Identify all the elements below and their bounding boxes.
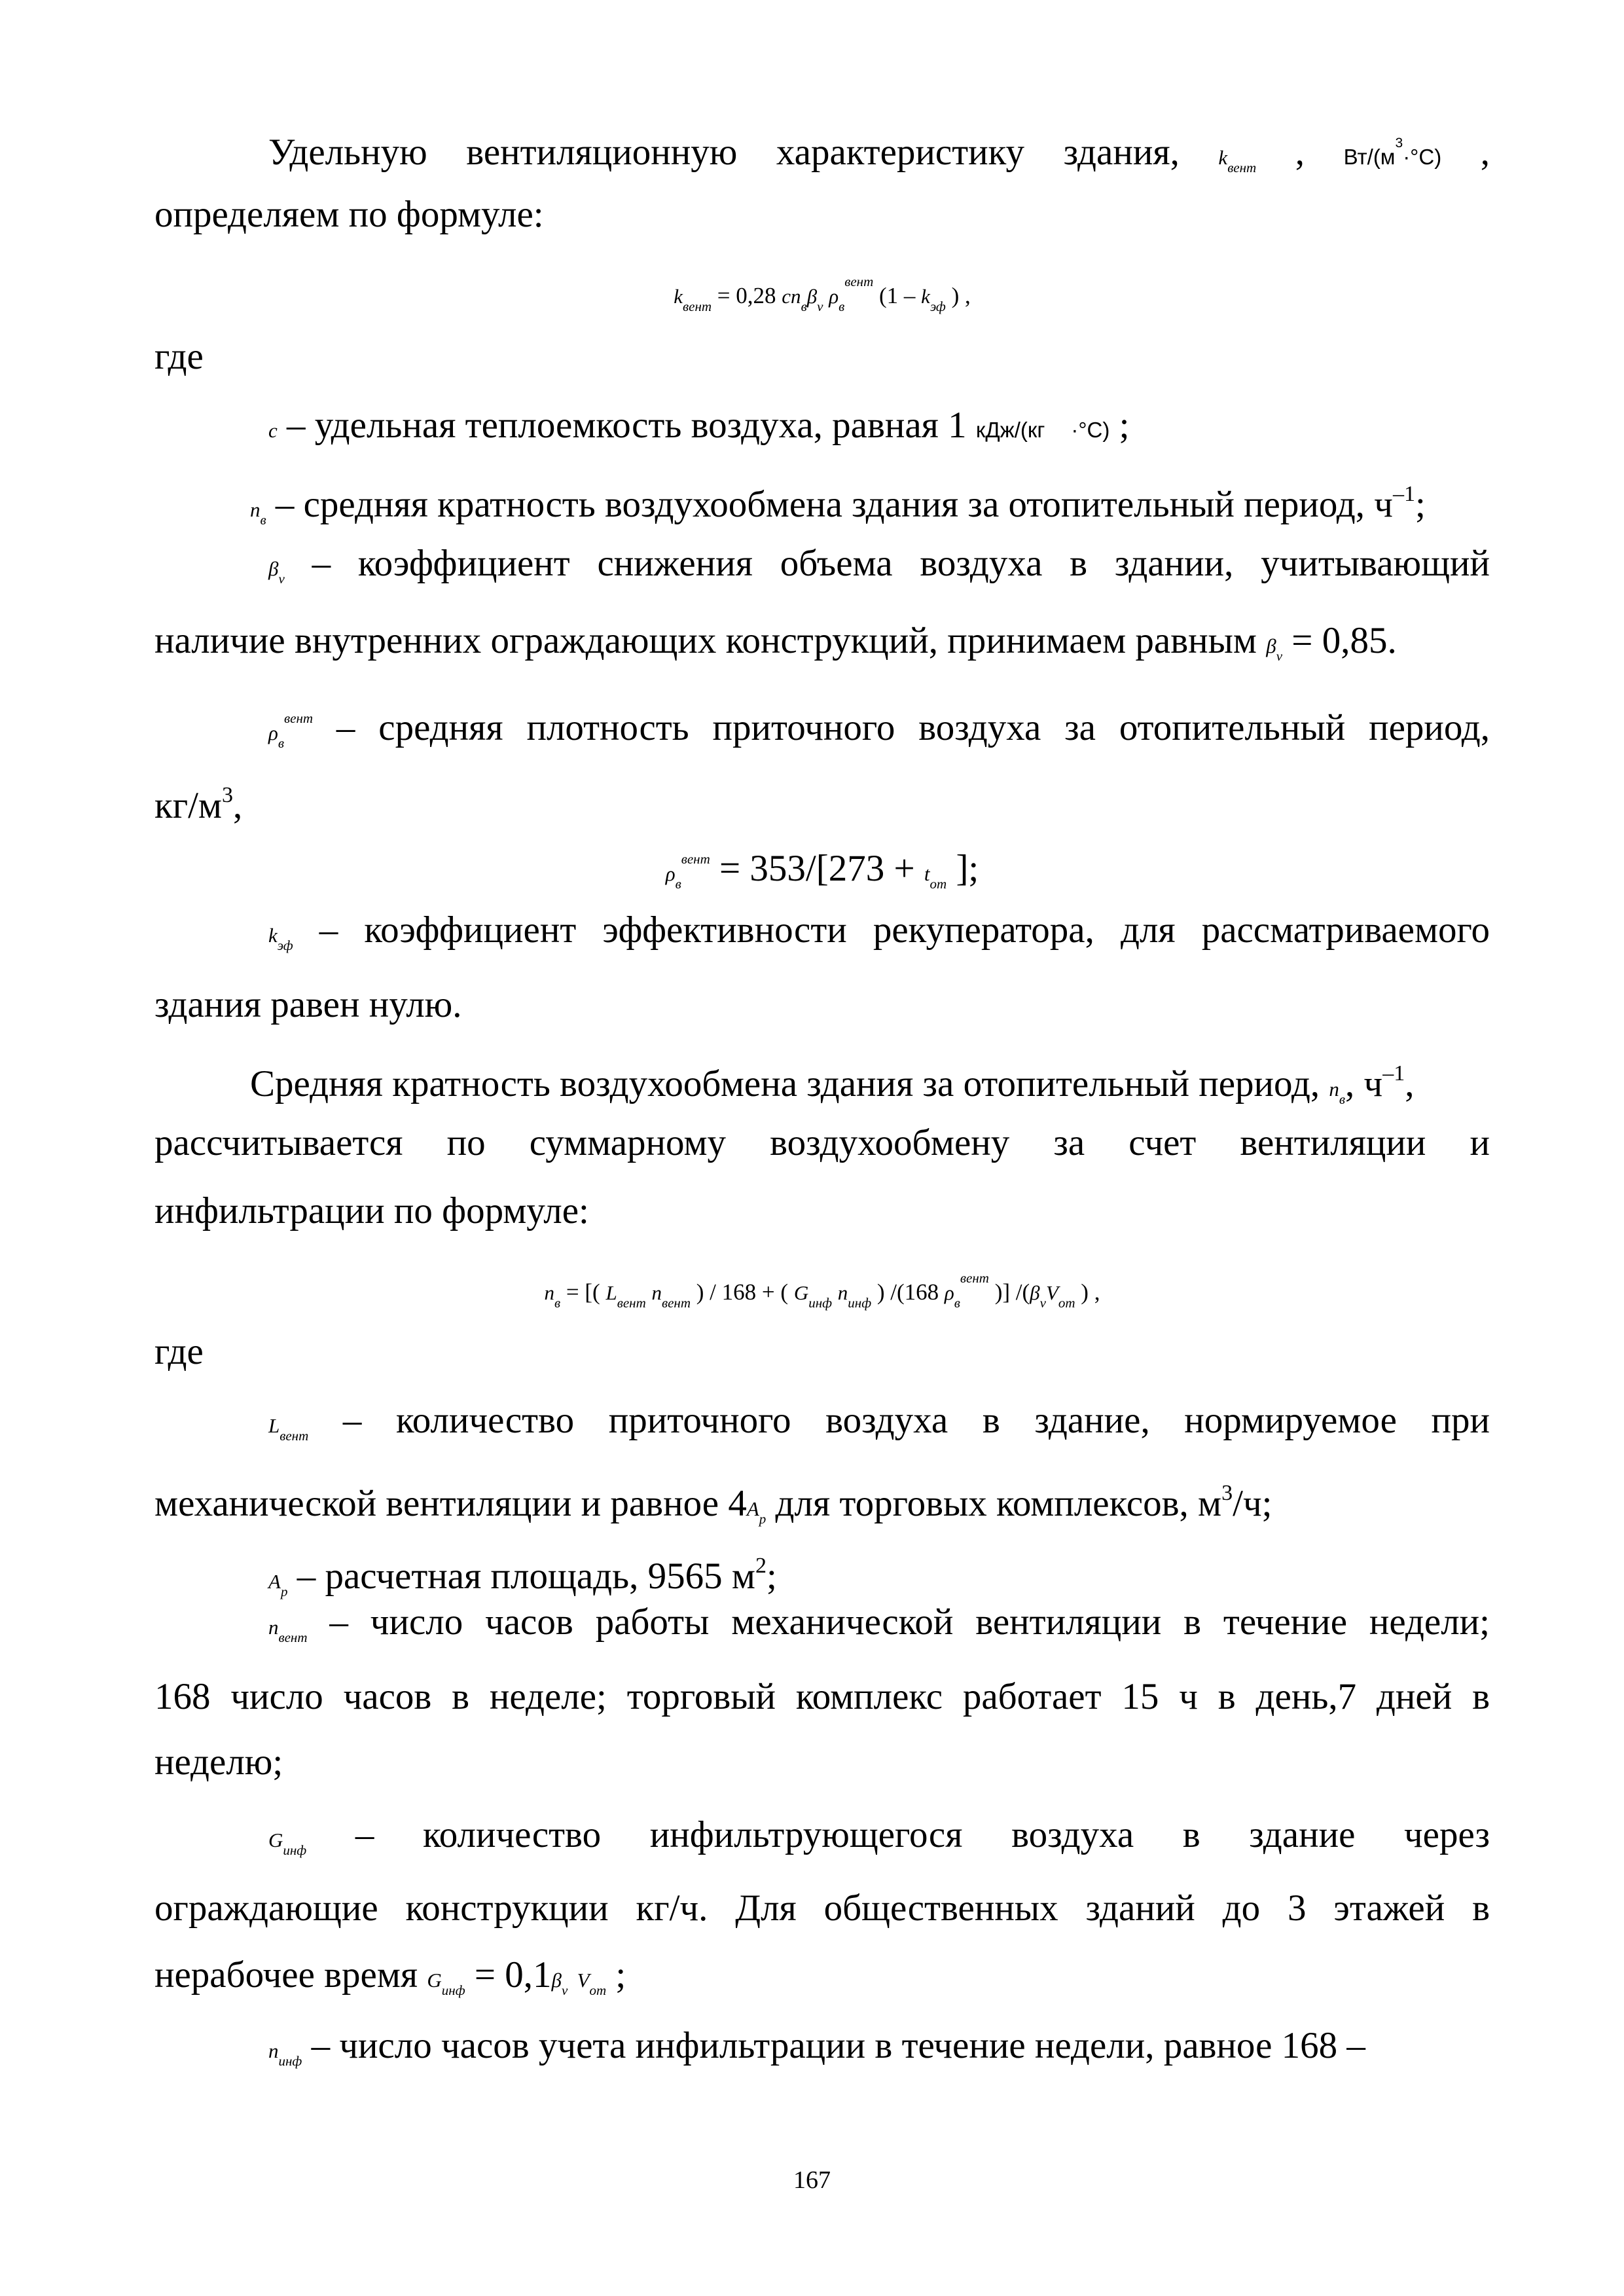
paragraph-line-2: определяем по формуле: (154, 194, 544, 235)
definition-L-vent: $L_{вент}$ – количество приточного воздуха в здание, нормируемое при (268, 1400, 1490, 1444)
paragraph-line-where-1: где (154, 336, 204, 377)
paragraph-line-10: $кг/м^3$, (154, 783, 243, 826)
definition-beta-v: $\beta_v$ – коэффициент снижения объема воздуха в здании, учитывающий (268, 543, 1490, 587)
paragraph-line-20: механической вентиляции и равное $4A_р$ для торговых комплексов, $м^3/ч$; (154, 1481, 1272, 1527)
paragraph-line-14: Средняя кратность воздухообмена здания за отопительный период, $n_в$, $ч^{-1}$, (250, 1061, 1415, 1107)
paragraph-line-27: нерабочее время $G_{инф} = 0,1\beta_v$ $V_{от}$ ; (154, 1954, 626, 1998)
definition-G-inf: $G_{инф}$ – количество инфильтрующегося воздуха в здание через (268, 1814, 1490, 1858)
definition-n-v: $n_в$ – средняя кратность воздухообмена здания за отопительный период, $ч^{-1}$; (250, 482, 1426, 528)
paragraph-line-16: инфильтрации по формуле: (154, 1190, 589, 1231)
definition-rho: $\rho_в^{вент}$ – средняя плотность приточного воздуха за отопительный период, (268, 707, 1490, 751)
paragraph-line-1: Удельную вентиляционную характеристику здания, $k_{вент}$ , $Вт/(м^3\cdot^\circ C)$ , (268, 132, 1490, 175)
definition-n-vent: $n_{вент}$ – число часов работы механической вентиляции в течение недели; (268, 1601, 1490, 1645)
formula-n-v: $n_в$ = [( $L_{вент}$ $n_{вент}$ ) / 168 + ( $G_{инф}$ $n_{инф}$ ) /(168 $\rho_в^{вент}$ )] $/(\beta_vV_{от}$ ) , (544, 1270, 1100, 1311)
definition-A-p: $A_р$ – расчетная площадь, 9565 $м^2$; (268, 1554, 777, 1599)
paragraph-line-23: 168 число часов в неделе; торговый комплекс работает 15 ч в день,7 дней в (154, 1676, 1490, 1717)
definition-n-inf: $n_{инф}$ – число часов учета инфильтрации в течение недели, равное 168 – (268, 2025, 1365, 2069)
paragraph-line-8: наличие внутренних ограждающих конструкций, принимаем равным $\beta_v = 0,85$. (154, 620, 1397, 664)
formula-rho: $\rho_в^{вент} = 353/[273 + t_{от}$ ]; (665, 848, 979, 892)
definition-c: c – удельная теплоемкость воздуха, равная 1 кДж/(кг ·°C) ; (268, 405, 1130, 446)
paragraph-line-where-2: где (154, 1331, 204, 1372)
paragraph-line-13: здания равен нулю. (154, 984, 462, 1025)
paragraph-line-24: неделю; (154, 1741, 283, 1783)
definition-k-ef: $k_{эф}$ – коэффициент эффективности рекуператора, для рассматриваемого (268, 909, 1490, 953)
paragraph-line-15: рассчитывается по суммарному воздухообмену за счет вентиляции и (154, 1122, 1490, 1163)
formula-k-vent: $k_{вент} = 0,28$ $cn_в\beta_v$ $\rho_в^{вент}$ ($1 - k_{эф}$ ) , (674, 274, 971, 314)
page-number: 167 (793, 2166, 831, 2194)
paragraph-line-26: ограждающие конструкции кг/ч. Для общественных зданий до 3 этажей в (154, 1887, 1490, 1929)
